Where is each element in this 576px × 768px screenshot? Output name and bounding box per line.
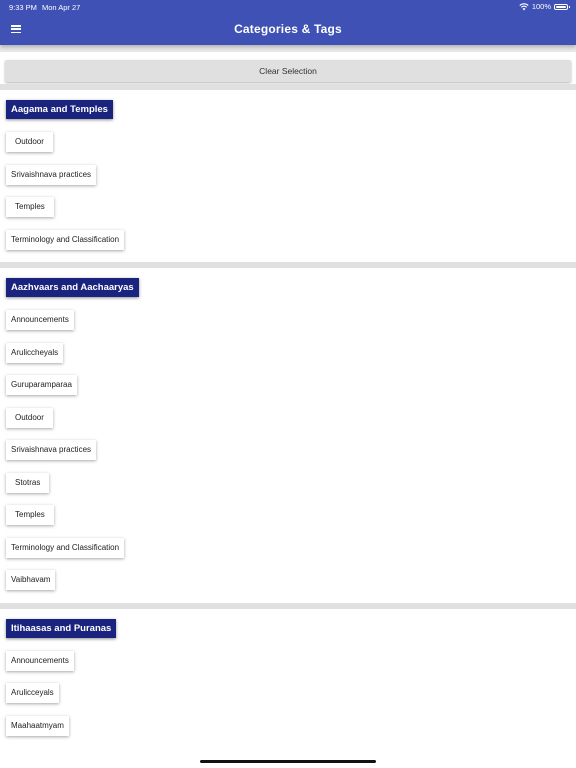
tag-chip[interactable]: Outdoor (6, 132, 53, 152)
categories-list (0, 45, 576, 748)
battery-level (556, 6, 566, 8)
tag-chip[interactable]: Terminology and Classification (6, 538, 124, 558)
tag-chip[interactable]: Vaibhavam (6, 570, 55, 590)
tag-chip[interactable]: Stotras (6, 473, 49, 493)
status-date: Mon Apr 27 (42, 3, 81, 12)
app-header (0, 0, 576, 45)
clear-selection-button[interactable]: Clear Selection (5, 60, 571, 82)
tag-chip[interactable]: Guruparamparaa (6, 375, 77, 395)
tag-chip[interactable]: Srivaishnava practices (6, 165, 96, 185)
tag-chip[interactable]: Announcements (6, 310, 74, 330)
tag-chip[interactable]: Temples (6, 197, 54, 217)
battery-percent: 100% (531, 2, 551, 11)
tag-chip[interactable]: Outdoor (6, 408, 53, 428)
tag-chip[interactable]: Aruliccheyals (6, 343, 63, 363)
category-section (0, 609, 576, 736)
home-indicator (200, 760, 376, 763)
status-time: 9:33 PM (9, 3, 37, 12)
status-bar (0, 0, 576, 14)
tag-chip[interactable]: Temples (6, 505, 54, 525)
battery-icon (554, 4, 568, 10)
tag-list (0, 638, 576, 736)
tag-chip[interactable]: Maahaatmyam (6, 716, 69, 736)
tag-chip[interactable]: Announcements (6, 651, 74, 671)
category-title[interactable]: Aazhvaars and Aachaaryas (6, 278, 139, 297)
tag-list (0, 297, 576, 590)
page-title: Categories & Tags (234, 22, 342, 36)
status-indicators (519, 2, 568, 11)
category-section (0, 90, 576, 250)
top-band (0, 45, 576, 52)
category-title[interactable]: Aagama and Temples (6, 100, 113, 119)
category-section (0, 268, 576, 590)
wifi-icon (519, 3, 529, 11)
category-title[interactable]: Itihaasas and Puranas (6, 619, 116, 638)
tag-chip[interactable]: Arulicceyals (6, 683, 59, 703)
tag-list (0, 119, 576, 250)
tag-chip[interactable]: Srivaishnava practices (6, 440, 96, 460)
tag-chip[interactable]: Terminology and Classification (6, 230, 124, 250)
